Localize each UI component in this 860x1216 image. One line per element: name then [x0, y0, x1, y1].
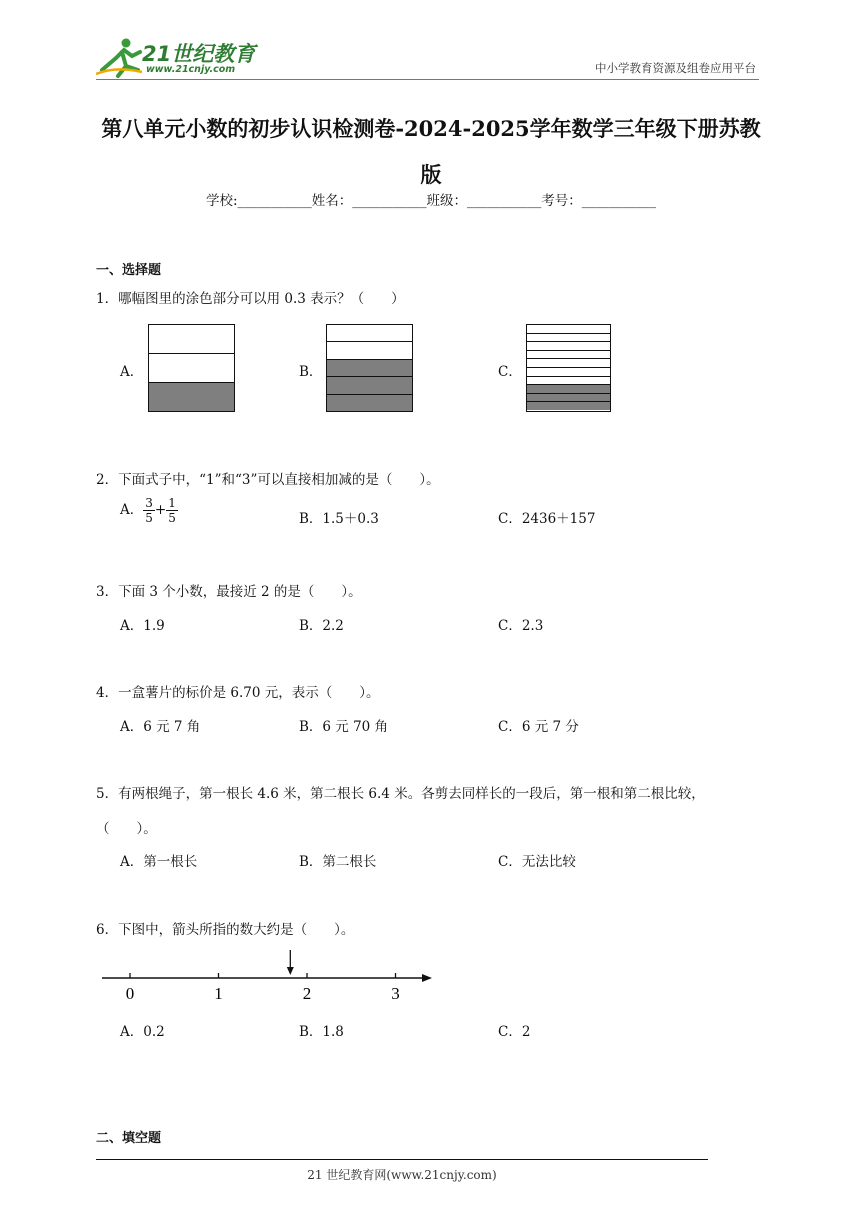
logo-url: www.21cnjy.com: [146, 64, 236, 75]
q3-option-b: B．2.2: [299, 618, 344, 634]
q3-option-a: A．1.9: [120, 618, 165, 634]
platform-label: 中小学教育资源及组卷应用平台: [595, 61, 756, 75]
fraction: [166, 496, 178, 525]
section-heading-fill-blank: 二、填空题: [96, 1131, 162, 1146]
number-line-tick-label: 2: [302, 984, 312, 1003]
question-6-text: 6．下图中，箭头所指的数大约是（ ）。: [96, 922, 355, 938]
name-blank: ___________: [352, 193, 427, 209]
page-title: [96, 106, 766, 198]
name-label: 姓名：: [311, 193, 353, 209]
exam-no-label: 考号：: [541, 193, 582, 209]
school-label: 学校:: [205, 193, 238, 209]
q5-option-b: B．第二根长: [299, 854, 377, 870]
section-heading-choice: 一、选择题: [96, 263, 162, 278]
title-line-1: 第八单元小数的初步认识检测卷-2024-2025学年数学三年级下册苏教: [101, 116, 761, 141]
q1-option-b-label: B．: [299, 364, 323, 380]
q2-option-c: C．2436＋157: [498, 511, 596, 527]
numerator: 1: [168, 496, 176, 510]
q6-option-b: B．1.8: [299, 1024, 344, 1040]
q1-figure-a: [148, 324, 235, 412]
exam-no-blank: ___________: [581, 193, 657, 209]
title-line-2: 版: [420, 162, 442, 187]
question-5-text-line-1: 5．有两根绳子，第一根长 4.6 米，第二根长 6.4 米。各剪去同样长的一段后，第一根和第二根比较，: [96, 786, 705, 802]
q1-figure-c: [526, 324, 611, 412]
q4-option-b: B．6 元 70 角: [299, 719, 389, 735]
q5-option-a: A．第一根长: [120, 854, 198, 870]
q2-option-a: [120, 496, 178, 525]
pointer-arrow-head: [287, 967, 294, 975]
q5-option-c: C．无法比较: [498, 854, 576, 870]
class-label: 班级：: [426, 193, 468, 209]
fraction: [143, 496, 155, 525]
q1-option-a-label: A．: [120, 364, 144, 380]
number-line-tick-label: 0: [125, 984, 135, 1003]
q3-option-c: C．2.3: [498, 618, 544, 634]
denominator: 5: [145, 511, 153, 525]
q4-option-a: A．6 元 7 角: [120, 719, 201, 735]
header-divider: [96, 79, 759, 80]
number-line-tick-label: 3: [391, 984, 400, 1003]
question-4-text: 4．一盒薯片的标价是 6.70 元，表示（ ）。: [96, 685, 380, 701]
school-blank: ___________: [237, 193, 312, 209]
footer-divider: [96, 1159, 708, 1160]
class-blank: ___________: [467, 193, 542, 209]
q6-option-a: A．0.2: [120, 1024, 165, 1040]
footer-text: 21 世纪教育网(www.21cnjy.com): [307, 1168, 497, 1182]
denominator: 5: [168, 511, 176, 525]
question-5-text-line-2: （ ）。: [96, 821, 157, 837]
q2-option-a-label: A．: [120, 502, 144, 518]
number-line-arrowhead: [422, 974, 432, 982]
q1-option-c-label: C．: [498, 364, 522, 380]
student-info: [96, 189, 766, 209]
plus-sign: +: [154, 502, 167, 518]
numerator: 3: [145, 496, 153, 510]
question-2-text: 2．下面式子中，“1”和“3”可以直接相加减的是（ ）。: [96, 472, 440, 488]
logo-text: 21世纪教育: [142, 42, 256, 66]
number-line-tick-label: 1: [214, 984, 223, 1003]
question-3-text: 3．下面 3 个小数，最接近 2 的是（ ）。: [96, 584, 362, 600]
q2-option-b: B．1.5＋0.3: [299, 511, 379, 527]
question-1-text: 1．哪幅图里的涂色部分可以用 0.3 表示？（ ）: [96, 291, 405, 307]
q6-number-line: [100, 948, 434, 1004]
q1-figure-b: [326, 324, 413, 412]
q6-option-c: C．2: [498, 1024, 531, 1040]
q4-option-c: C．6 元 7 分: [498, 719, 579, 735]
